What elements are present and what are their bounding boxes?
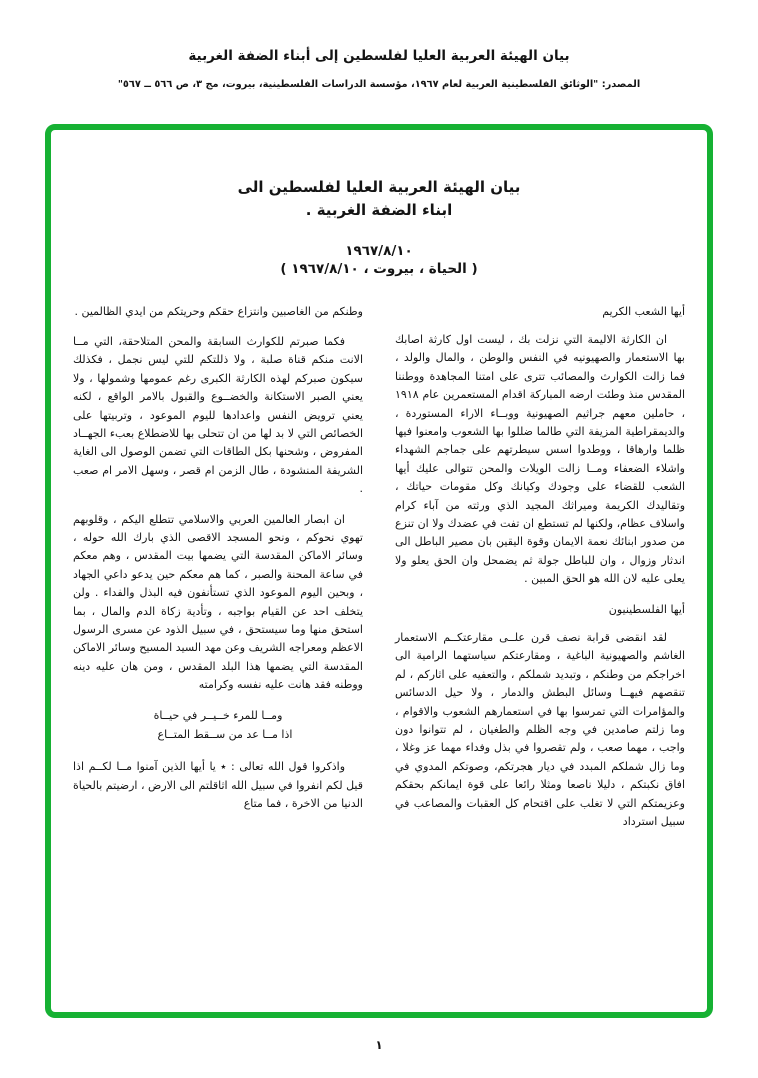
paragraph: لقد انقضى قرابة نصف قرن علــى مقارعتكــم الاستعمار الغاشم والصهيونية الباغية ، ومقارعتكم سياستهما الرامية الى اخراجكم من وطنكم ، وتبديد شملكم ، والتعفيه على اثاركم ، لم تنقصهم فيهــا وسائل البطش والدمار ، ولا حيل الدسائس والمؤامرات التي تمرسوا بها في استعمارهم الشعوب والاقوام ، وما زلتم صامدين في وجه الظلم والطغيان ، لم تتوانوا دون واجب ، مهما صعب ، ولم تقصروا في بذل وفداء مهما عز وغلا ، وما زال شملكم المبدد في ديار هجرتكم، وصوتكم المدوي في افاق نكبتكم ، دليلا ناصعا ومثلا رائعا على قوة ايمانكم بحقكم وعزيمتكم التي لا تغلب على اقتحام كل العقبات والمصاعب في سبيل استرداد (395, 631, 685, 829)
statement-title (51, 176, 707, 223)
statement-date: ١٩٦٧/٨/١٠ (345, 242, 413, 259)
document-frame (45, 124, 713, 1018)
verse-line: اذا مــا عد من ســقط المتــاع (157, 728, 293, 742)
page-number: ١ (375, 1038, 383, 1052)
statement-title-line1: بيان الهيئة العربية العليا لفلسطين الى (237, 178, 521, 196)
paragraph: ان الكارثة الاليمة التي نزلت بك ، ليست اول كارثة اصابك بها الاستعمار والصهيونيه في النفس والوطن ، والمال والولد ، فما زالت الكوارث والمصائب تترى على امتنا المجاهدة ووطننا المقدس منذ وطئت ارضه المباركة اقدام المستعمرين عام ١٩١٨ ، حاملين معهم جراثيم الصهيونية ووبــاء الاراء المستوردة ، والديمقراطية المزيفة التي طالما ضللوا بها الشعوب وامعنوا فيها ظلما وارهاقا ، ووطدوا اسس سيطرتهم على جماجم الشهداء واشلاء الضعفاء ومــا زالت الويلات والمحن تتوالى عليك أيها الشعب للقضاء على وجودك وكيانك وكل مقومات حياتك ، وتقاليدك الكريمة وميراثك المجيد الذي ورثته من آباء كرام واسلاف عظام، ولكنها لم تستطع ان تفت في عضدك ولا ان تنزع من صدور ابنائك نعمة الايمان وقوة اليقين بان مصير الباطل الى اندثار وزوال ، وان للباطل جولة ثم يضمحل وان الحق يعلو ولا يعلى عليه لان الله هو الحق المبين . (395, 332, 685, 586)
source-citation: المصدر: "الوثائق الفلسطينية العربية لعام ١٩٦٧، مؤسسة الدراسات الفلسطينية، بيروت، مج ٣، ص ٥٦٦ ــ ٥٦٧" (117, 79, 641, 90)
section-heading-dear-people: أيها الشعب الكريم (602, 304, 685, 318)
two-column-text (51, 303, 707, 844)
page-header (0, 48, 758, 90)
column-right (395, 303, 685, 844)
paragraph: واذكروا قول الله تعالى : ٭ يا أيها الذين آمنوا مــا لكــم اذا قيل لكم انفروا في سبيل الله اثاقلتم الى الارض ، ارضيتم بالحياة الدنيا من الاخرة ، فما متاع (73, 760, 363, 811)
paragraph: وطنكم من الغاصبين وانتزاع حقكم وحريتكم من ايدي الظالمين . (74, 304, 363, 318)
paragraph: ان ابصار العالمين العربي والاسلامي تتطلع اليكم ، وقلوبهم تهوي نحوكم ، ونحو المسجد الاقصى الذي بارك الله حوله ، وسائر الاماكن المقدسة التي يضمها بيت المقدس ، وهم معكم في ساعة المحنة والصبر ، كما هم معكم حين يدعو داعي الجهاد ، وبحين اليوم الموعود الذي تستأنفون فيه البذل والفداء . ولن يتخلف احد عن القيام بواجبه ، وتأدية زكاة الدم والمال ، بما استحق منها وما سيستحق ، في سبيل الذود عن مسرى الرسول الاعظم ومعراجه الشريف وعن مهد السيد المسيح وسائر الاماكن المقدسة التي يضمها هذا البلد المقدس ، ومن هان عليه دينه ووطنه فقد هانت عليه نفسه وكرامته (73, 512, 363, 692)
paragraph: فكما صبرتم للكوارث السابقة والمحن المتلاحقة، التي مــا الانت منكم قناة صلبة ، ولا ذللتكم للتي ليس نجمل ، فكذلك سيكون صبركم لهذه الكارثة الكبرى رغم عمومها وشمولها ، ولا يعني الصبر الاستكانة والخضــوع والقبول بالامر الواقع ، لكنه يعني ترويض النفس واعدادها لليوم الموعود ، وتربيتها على الخصائص التي لا بد لها من ان تتحلى بها للاضطلاع بعبء الجهــاد المفروض ، وشحنها بكل الطاقات التي تضمن الوصول الى الغاية الشريفة المنشودة ، طال الزمن ام قصر ، وسهل الامر ام صعب . (73, 334, 363, 496)
column-left (73, 303, 363, 844)
publication-reference: ( الحياة ، بيروت ، ١٩٦٧/٨/١٠ ) (280, 260, 478, 277)
verse-line: ومــا للمرء خــيــر في حيــاة (153, 708, 283, 722)
section-heading-palestinians: أيها الفلسطينيون (608, 602, 685, 616)
poetry-verse (73, 707, 363, 745)
statement-title-line2: ابناء الضفة الغربية . (305, 201, 453, 220)
document-header-title: بيان الهيئة العربية العليا لفلسطين إلى أبناء الضفة الغربية (188, 48, 570, 64)
